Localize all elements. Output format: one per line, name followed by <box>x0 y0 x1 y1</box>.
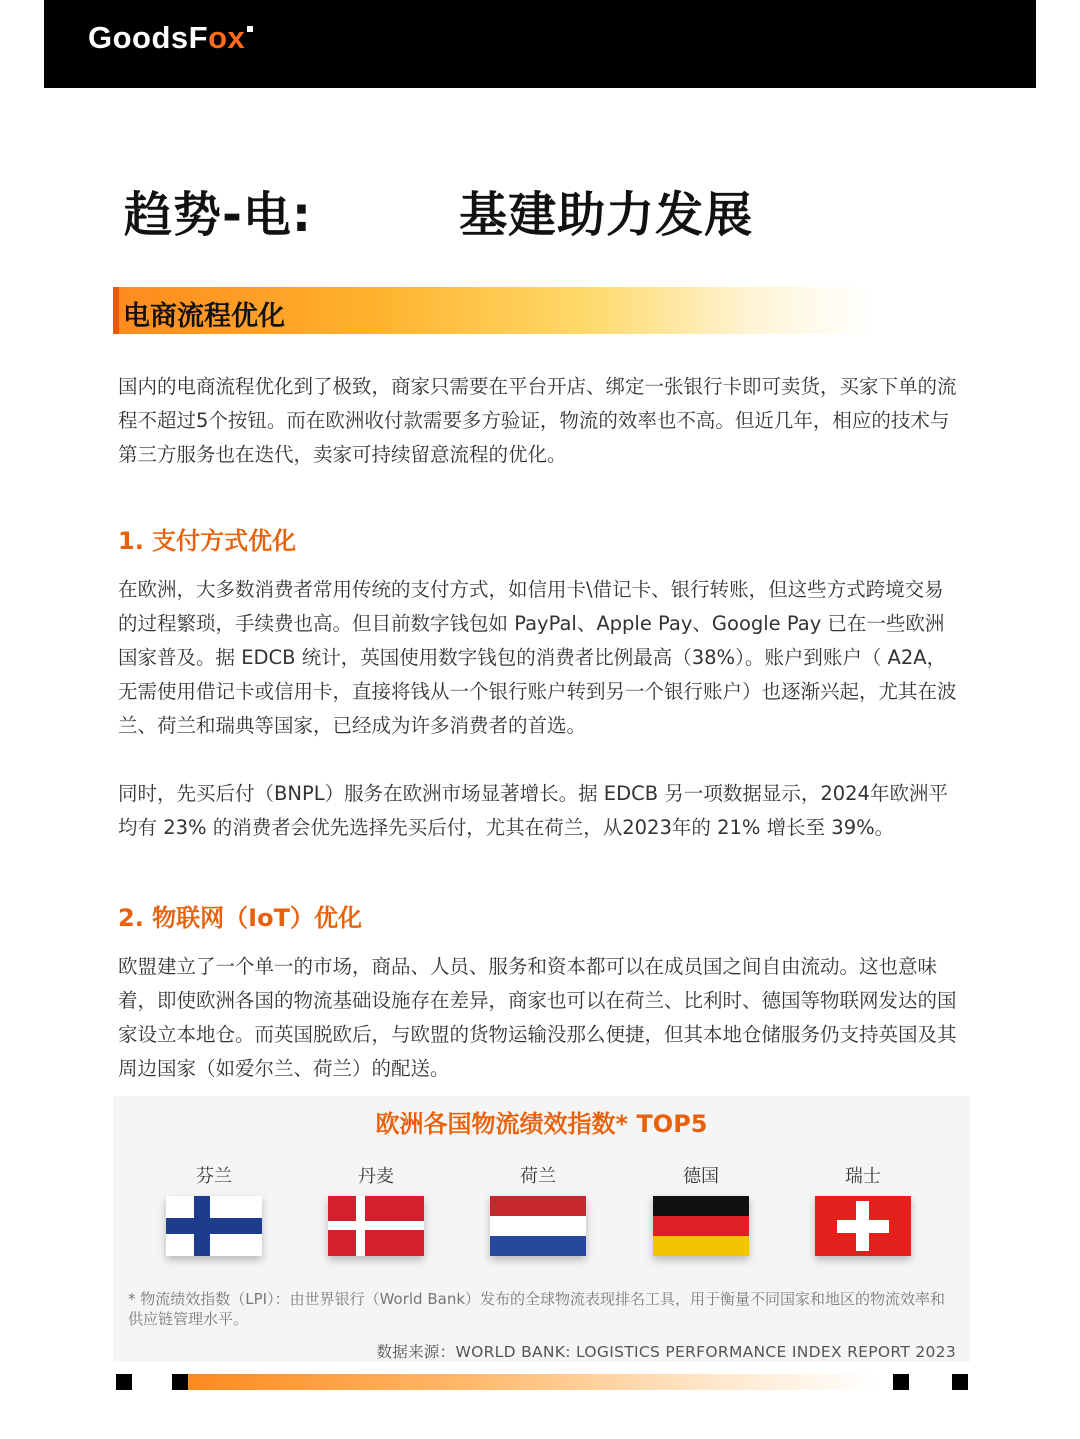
denmark-flag-icon <box>328 1196 424 1256</box>
footer-square <box>172 1374 188 1390</box>
payment-paragraph-1: 在欧洲，大多数消费者常用传统的支付方式，如信用卡\借记卡、银行转账，但这些方式跨境交易的过程繁琐，手续费也高。但目前数字钱包如 PayPal、Apple Pay、Google Pay 已在一些欧洲国家普及。据 EDCB 统计，英国使用数字钱包的消费者比例最高（38%）。账户到账户（ A2A，无需使用借记卡或信用卡，直接将钱从一个银行账户转到另一个银行账户）也逐渐兴起，尤其在波兰、荷兰和瑞典等国家，已经成为许多消费者的首选。 <box>118 578 957 737</box>
country-name: 瑞士 <box>845 1166 881 1187</box>
iot-paragraph: 欧盟建立了一个单一的市场，商品、人员、服务和资本都可以在成员国之间自由流动。这也意味着，即使欧洲各国的物流基础设施存在差异，商家也可以在荷兰、比利时、德国等物联网发达的国家设立本地仓。而英国脱欧后，与欧盟的货物运输没那么便捷，但其本地仓储服务仍支持英国及其周边国家（如爱尔兰、荷兰）的配送。 <box>118 955 957 1080</box>
section-title: 电商流程优化 <box>123 301 285 332</box>
header-bar <box>44 0 1036 88</box>
page-title: 趋势-电: 基建助力发展 <box>124 187 754 243</box>
goodsfox-logo: GoodsFox <box>88 20 253 56</box>
country-netherlands <box>478 1162 598 1256</box>
payment-paragraph-2: 同时，先买后付（BNPL）服务在欧洲市场显著增长。据 EDCB 另一项数据显示，2024年欧洲平均有 23% 的消费者会优先选择先买后付，尤其在荷兰，从2023年的 21% 增长至 39%。 <box>118 782 948 839</box>
germany-flag-icon <box>653 1196 749 1256</box>
switzerland-flag-icon <box>815 1196 911 1256</box>
footer-square <box>893 1374 909 1390</box>
country-name: 德国 <box>683 1166 719 1187</box>
section-header-bar <box>113 287 873 334</box>
iot-subheading: 2. 物联网（IoT）优化 <box>118 904 362 932</box>
footer-gradient-line <box>188 1374 878 1390</box>
data-source: 数据来源：WORLD BANK: LOGISTICS PERFORMANCE INDEX REPORT 2023 <box>376 1343 956 1361</box>
intro-paragraph: 国内的电商流程优化到了极致，商家只需要在平台开店、绑定一张银行卡即可卖货，买家下单的流程不超过5个按钮。而在欧洲收付款需要多方验证，物流的效率也不高。但近几年，相应的技术与第三方服务也在迭代，卖家可持续留意流程的优化。 <box>118 375 957 466</box>
footer-square <box>952 1374 968 1390</box>
country-name: 荷兰 <box>520 1166 556 1187</box>
footer-square <box>116 1374 132 1390</box>
lpi-footnote: * 物流绩效指数（LPI）：由世界银行（World Bank）发布的全球物流表现排名工具，用于衡量不同国家和地区的物流效率和供应链管理水平。 <box>128 1290 946 1328</box>
finland-flag-icon <box>166 1196 262 1256</box>
lpi-title: 欧洲各国物流绩效指数* TOP5 <box>375 1110 708 1138</box>
payment-subheading: 1. 支付方式优化 <box>118 527 297 555</box>
lpi-card <box>113 1096 970 1362</box>
country-name: 芬兰 <box>196 1166 232 1187</box>
country-finland <box>154 1162 274 1256</box>
netherlands-flag-icon <box>490 1196 586 1256</box>
country-switzerland <box>803 1162 923 1256</box>
country-name: 丹麦 <box>358 1166 394 1187</box>
country-germany <box>641 1162 761 1256</box>
country-denmark <box>316 1162 436 1256</box>
